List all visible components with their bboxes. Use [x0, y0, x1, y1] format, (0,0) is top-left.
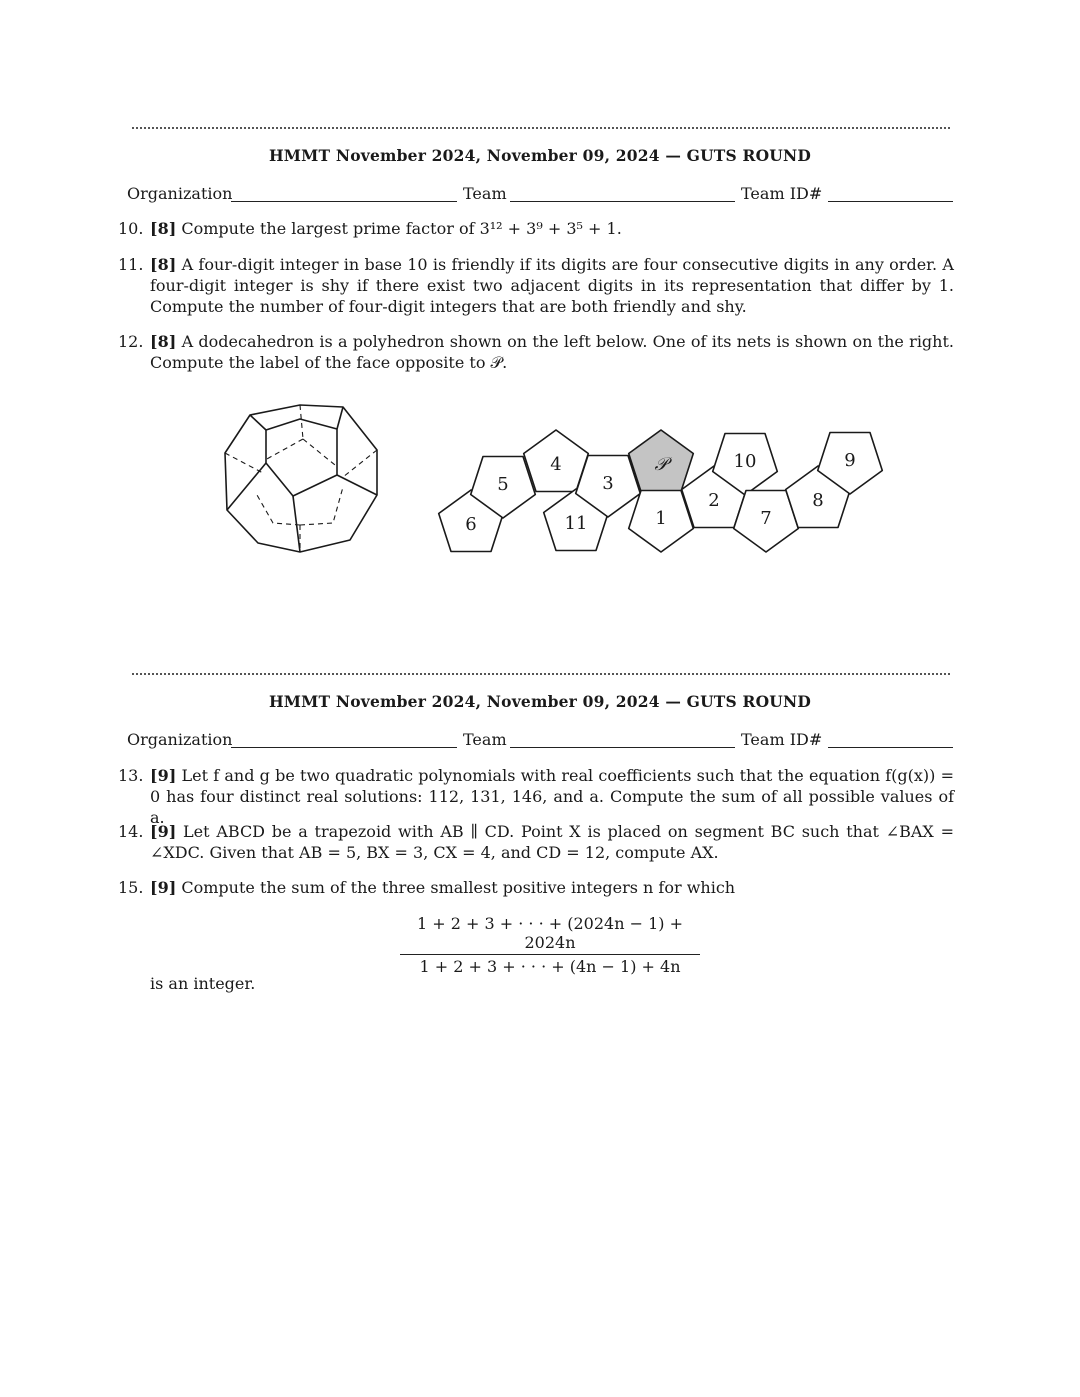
net-face-label: 11: [564, 513, 588, 534]
problem-number: 10.: [118, 219, 144, 238]
problem-text: Let f and g be two quadratic polynomials with real coefficients such that the equation f(g(x)) = 0 has four distinct real solutions: 112, 131, 146, and a. Compute the sum of all possible values of a.: [150, 766, 954, 827]
problem-points: [8]: [150, 255, 177, 274]
page-header: HMMT November 2024, November 09, 2024 — GUTS ROUND: [268, 146, 812, 165]
organization-label: Organization: [127, 184, 233, 203]
problem-points: [8]: [150, 219, 177, 238]
problem-13: [118, 765, 954, 828]
problem-number: 15.: [118, 878, 144, 897]
dodecahedron-net: [430, 420, 900, 570]
organization-label: Organization: [127, 730, 233, 749]
problem-text: A dodecahedron is a polyhedron shown on the left below. One of its nets is shown on the right. Compute the label of the face opposite to 𝒫.: [150, 332, 954, 372]
team-id-label: Team ID#: [741, 184, 823, 203]
separator-dotted: [132, 673, 950, 675]
problem-text: Let ABCD be a trapezoid with AB ∥ CD. Point X is placed on segment BC such that ∠BAX = ∠XDC. Given that AB = 5, BX = 3, CX = 4, and CD = 12, compute AX.: [150, 822, 954, 862]
problem-points: [9]: [150, 878, 177, 897]
fraction-numerator: 1 + 2 + 3 + · · · + (2024n − 1) + 2024n: [400, 914, 700, 955]
problem-10: [118, 218, 954, 239]
team-id-blank[interactable]: [828, 201, 953, 202]
problem-points: [8]: [150, 332, 177, 351]
team-id-blank[interactable]: [828, 747, 953, 748]
problem-number: 13.: [118, 766, 144, 785]
net-face-label: 7: [760, 508, 772, 529]
net-face-label: 𝒫: [654, 454, 668, 475]
net-face-label: 9: [844, 450, 856, 471]
problem-points: [9]: [150, 766, 177, 785]
net-face-label: 5: [497, 474, 509, 495]
fraction-expression: [400, 914, 700, 976]
team-label: Team: [463, 184, 507, 203]
organization-blank[interactable]: [231, 201, 457, 202]
net-face-label: 10: [733, 451, 757, 472]
net-face-label: 6: [465, 514, 477, 535]
team-blank[interactable]: [510, 747, 735, 748]
problem-text: A four-digit integer in base 10 is friendly if its digits are four consecutive digits in any order. A four-digit integer is shy if there exist two adjacent digits in its representation that differ by 1. Compute the number of four-digit integers that are both friendly and shy.: [150, 255, 954, 316]
team-form-line: [127, 184, 953, 208]
net-face-label: 4: [550, 454, 562, 475]
problem-12: [118, 331, 954, 373]
problem-points: [9]: [150, 822, 177, 841]
separator-dotted: [132, 127, 950, 129]
team-form-line: [127, 730, 953, 754]
page-header: HMMT November 2024, November 09, 2024 — GUTS ROUND: [268, 692, 812, 711]
problem-15: [118, 877, 954, 898]
problem-text: Compute the largest prime factor of 3¹² + 3⁹ + 3⁵ + 1.: [181, 219, 622, 238]
team-id-label: Team ID#: [741, 730, 823, 749]
net-face-label: 2: [708, 490, 720, 511]
organization-blank[interactable]: [231, 747, 457, 748]
dodecahedron-figure: [215, 395, 390, 560]
fraction-denominator: 1 + 2 + 3 + · · · + (4n − 1) + 4n: [419, 957, 681, 976]
problem-14: [118, 821, 954, 863]
net-face-label: 8: [812, 490, 824, 511]
problem-11: [118, 254, 954, 317]
problem-text: Compute the sum of the three smallest positive integers n for which: [181, 878, 736, 897]
problem-number: 14.: [118, 822, 144, 841]
net-face-label: 3: [602, 473, 614, 494]
team-blank[interactable]: [510, 201, 735, 202]
problem-number: 12.: [118, 332, 144, 351]
net-face-label: 1: [655, 508, 667, 529]
problem-15-tail: is an integer.: [150, 974, 256, 993]
problem-number: 11.: [118, 255, 144, 274]
team-label: Team: [463, 730, 507, 749]
